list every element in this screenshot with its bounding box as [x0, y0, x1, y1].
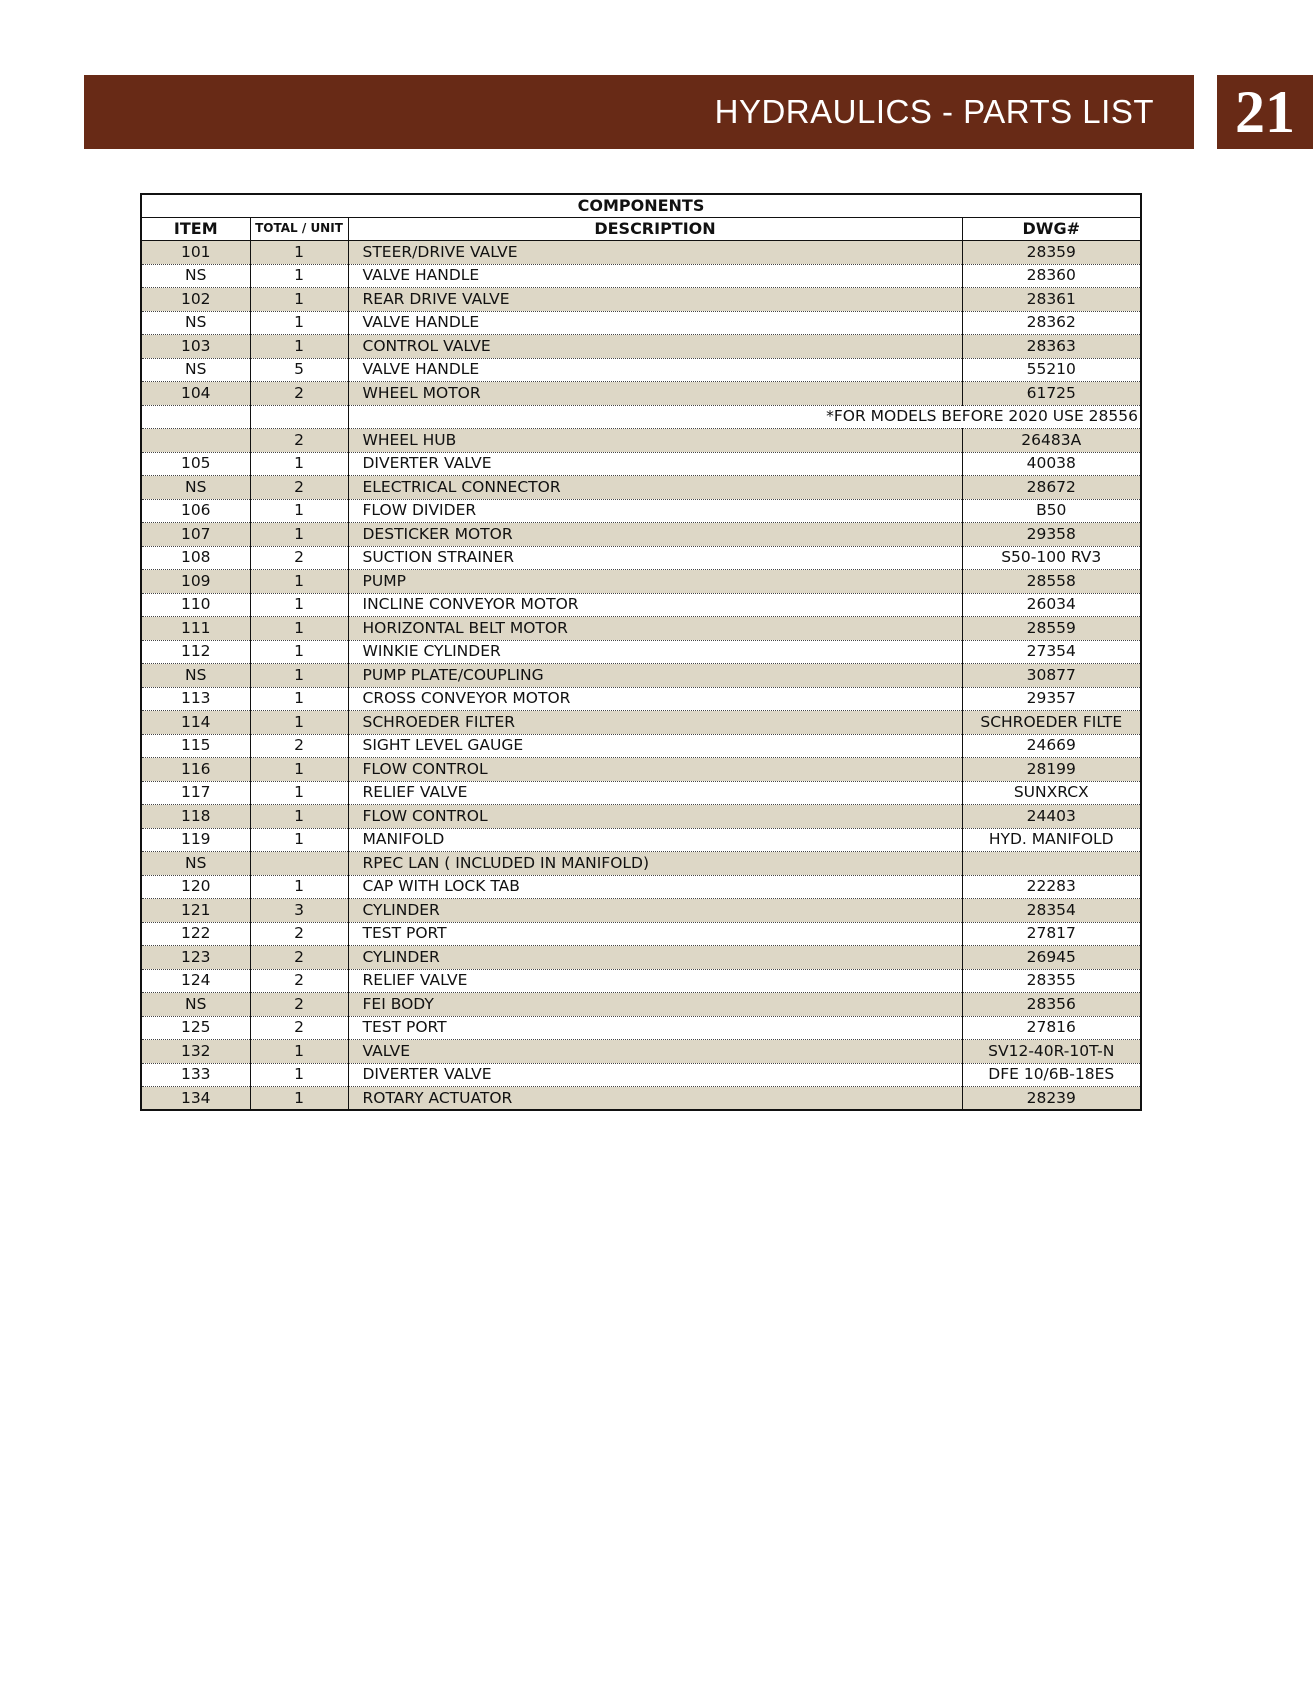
table-row [141, 617, 1141, 641]
table-row [141, 593, 1141, 617]
dwg-cell: 55210 [962, 358, 1141, 382]
item-cell: 110 [141, 593, 250, 617]
total-cell: 1 [250, 617, 348, 641]
total-cell: 1 [250, 1087, 348, 1111]
item-cell: 133 [141, 1063, 250, 1087]
description-cell: VALVE HANDLE [348, 358, 962, 382]
item-cell: 134 [141, 1087, 250, 1111]
table-row [141, 311, 1141, 335]
description-cell: CROSS CONVEYOR MOTOR [348, 687, 962, 711]
total-cell: 1 [250, 687, 348, 711]
item-cell: 123 [141, 946, 250, 970]
table-row [141, 288, 1141, 312]
description-cell: SUCTION STRAINER [348, 546, 962, 570]
note-cell: *FOR MODELS BEFORE 2020 USE 28556 [348, 405, 1141, 429]
item-cell: NS [141, 476, 250, 500]
table-row [141, 687, 1141, 711]
table-row [141, 922, 1141, 946]
table-row [141, 358, 1141, 382]
item-cell: 111 [141, 617, 250, 641]
table-row [141, 899, 1141, 923]
dwg-cell: 27354 [962, 640, 1141, 664]
dwg-cell: 30877 [962, 664, 1141, 688]
column-header-description: DESCRIPTION [348, 217, 962, 241]
description-cell: FLOW DIVIDER [348, 499, 962, 523]
description-cell: CYLINDER [348, 946, 962, 970]
item-cell: 117 [141, 781, 250, 805]
total-cell: 2 [250, 476, 348, 500]
item-cell: NS [141, 664, 250, 688]
page-title: HYDRAULICS - PARTS LIST [714, 93, 1154, 130]
total-cell: 1 [250, 499, 348, 523]
dwg-cell: 26945 [962, 946, 1141, 970]
dwg-cell: DFE 10/6B-18ES [962, 1063, 1141, 1087]
item-cell: 104 [141, 382, 250, 406]
description-cell: INCLINE CONVEYOR MOTOR [348, 593, 962, 617]
description-cell: SCHROEDER FILTER [348, 711, 962, 735]
description-cell: ELECTRICAL CONNECTOR [348, 476, 962, 500]
dwg-cell: 24669 [962, 734, 1141, 758]
dwg-cell: 26034 [962, 593, 1141, 617]
total-cell: 3 [250, 899, 348, 923]
item-cell: 112 [141, 640, 250, 664]
table-row [141, 640, 1141, 664]
total-cell: 1 [250, 781, 348, 805]
item-cell: 122 [141, 922, 250, 946]
dwg-cell: 26483A [962, 429, 1141, 453]
dwg-cell: 28239 [962, 1087, 1141, 1111]
item-cell: 108 [141, 546, 250, 570]
item-cell: 102 [141, 288, 250, 312]
table-row [141, 711, 1141, 735]
total-cell: 1 [250, 828, 348, 852]
dwg-cell: 28359 [962, 241, 1141, 265]
item-cell: NS [141, 993, 250, 1017]
total-cell: 1 [250, 241, 348, 265]
dwg-cell: 27816 [962, 1016, 1141, 1040]
dwg-cell: 28363 [962, 335, 1141, 359]
table-row [141, 476, 1141, 500]
table-row [141, 852, 1141, 876]
item-cell: 109 [141, 570, 250, 594]
description-cell: DESTICKER MOTOR [348, 523, 962, 547]
total-cell: 1 [250, 640, 348, 664]
dwg-cell: B50 [962, 499, 1141, 523]
dwg-cell: 28558 [962, 570, 1141, 594]
description-cell: HORIZONTAL BELT MOTOR [348, 617, 962, 641]
description-cell: VALVE [348, 1040, 962, 1064]
total-cell: 2 [250, 922, 348, 946]
description-cell: CYLINDER [348, 899, 962, 923]
description-cell: ROTARY ACTUATOR [348, 1087, 962, 1111]
dwg-cell: 28362 [962, 311, 1141, 335]
description-cell: CONTROL VALVE [348, 335, 962, 359]
total-cell: 1 [250, 264, 348, 288]
total-cell: 2 [250, 734, 348, 758]
table-row [141, 241, 1141, 265]
total-cell: 1 [250, 711, 348, 735]
table-row [141, 875, 1141, 899]
item-cell: 124 [141, 969, 250, 993]
table-row [141, 570, 1141, 594]
description-cell: CAP WITH LOCK TAB [348, 875, 962, 899]
table-row [141, 969, 1141, 993]
table-row [141, 382, 1141, 406]
header-bar [84, 75, 1194, 149]
dwg-cell: 28672 [962, 476, 1141, 500]
total-cell: 1 [250, 570, 348, 594]
total-cell [250, 405, 348, 429]
description-cell: FEI BODY [348, 993, 962, 1017]
dwg-cell: 24403 [962, 805, 1141, 829]
dwg-cell: SV12-40R-10T-N [962, 1040, 1141, 1064]
table-row [141, 828, 1141, 852]
table-row [141, 452, 1141, 476]
total-cell [250, 852, 348, 876]
parts-table [140, 193, 1142, 1111]
dwg-cell: 28199 [962, 758, 1141, 782]
description-cell: TEST PORT [348, 1016, 962, 1040]
item-cell: 125 [141, 1016, 250, 1040]
table-row [141, 946, 1141, 970]
total-cell: 1 [250, 758, 348, 782]
description-cell: DIVERTER VALVE [348, 452, 962, 476]
dwg-cell: HYD. MANIFOLD [962, 828, 1141, 852]
item-cell: 115 [141, 734, 250, 758]
table-title: COMPONENTS [141, 194, 1141, 217]
item-cell: NS [141, 311, 250, 335]
total-cell: 1 [250, 1040, 348, 1064]
dwg-cell: SUNXRCX [962, 781, 1141, 805]
total-cell: 2 [250, 993, 348, 1017]
table-row [141, 1087, 1141, 1111]
item-cell: 132 [141, 1040, 250, 1064]
table-row [141, 264, 1141, 288]
dwg-cell: 22283 [962, 875, 1141, 899]
item-cell: 119 [141, 828, 250, 852]
description-cell: VALVE HANDLE [348, 311, 962, 335]
total-cell: 1 [250, 452, 348, 476]
total-cell: 2 [250, 429, 348, 453]
item-cell: NS [141, 264, 250, 288]
total-cell: 2 [250, 946, 348, 970]
item-cell: 118 [141, 805, 250, 829]
total-cell: 2 [250, 546, 348, 570]
table-row [141, 1016, 1141, 1040]
description-cell: DIVERTER VALVE [348, 1063, 962, 1087]
dwg-cell: 28361 [962, 288, 1141, 312]
dwg-cell: 29357 [962, 687, 1141, 711]
table-note-row [141, 405, 1141, 429]
table-row [141, 499, 1141, 523]
item-cell: 114 [141, 711, 250, 735]
total-cell: 1 [250, 664, 348, 688]
table-row [141, 993, 1141, 1017]
item-cell: 121 [141, 899, 250, 923]
table-row [141, 1063, 1141, 1087]
description-cell: WHEEL MOTOR [348, 382, 962, 406]
column-header-dwg: DWG# [962, 217, 1141, 241]
total-cell: 1 [250, 288, 348, 312]
item-cell: NS [141, 852, 250, 876]
total-cell: 1 [250, 523, 348, 547]
dwg-cell: 28355 [962, 969, 1141, 993]
table-row [141, 523, 1141, 547]
total-cell: 1 [250, 335, 348, 359]
table-row [141, 664, 1141, 688]
total-cell: 5 [250, 358, 348, 382]
total-cell: 1 [250, 311, 348, 335]
description-cell: RPEC LAN ( INCLUDED IN MANIFOLD) [348, 852, 962, 876]
table-row [141, 335, 1141, 359]
description-cell: STEER/DRIVE VALVE [348, 241, 962, 265]
item-cell [141, 405, 250, 429]
table-row [141, 805, 1141, 829]
item-cell [141, 429, 250, 453]
table-row [141, 546, 1141, 570]
item-cell: 116 [141, 758, 250, 782]
description-cell: VALVE HANDLE [348, 264, 962, 288]
dwg-cell: SCHROEDER FILTE [962, 711, 1141, 735]
item-cell: 120 [141, 875, 250, 899]
dwg-cell: S50-100 RV3 [962, 546, 1141, 570]
dwg-cell: 28354 [962, 899, 1141, 923]
table-row [141, 1040, 1141, 1064]
description-cell: PUMP [348, 570, 962, 594]
item-cell: 107 [141, 523, 250, 547]
description-cell: PUMP PLATE/COUPLING [348, 664, 962, 688]
column-header-item: ITEM [141, 217, 250, 241]
page-number: 21 [1235, 79, 1295, 145]
item-cell: 106 [141, 499, 250, 523]
dwg-cell: 28360 [962, 264, 1141, 288]
item-cell: 113 [141, 687, 250, 711]
dwg-cell: 40038 [962, 452, 1141, 476]
description-cell: WHEEL HUB [348, 429, 962, 453]
description-cell: RELIEF VALVE [348, 781, 962, 805]
dwg-cell: 27817 [962, 922, 1141, 946]
item-cell: 101 [141, 241, 250, 265]
item-cell: 103 [141, 335, 250, 359]
description-cell: SIGHT LEVEL GAUGE [348, 734, 962, 758]
table-row [141, 781, 1141, 805]
total-cell: 2 [250, 382, 348, 406]
dwg-cell: 28356 [962, 993, 1141, 1017]
page-number-box [1217, 75, 1313, 149]
table-row [141, 734, 1141, 758]
item-cell: NS [141, 358, 250, 382]
table-row [141, 429, 1141, 453]
total-cell: 1 [250, 875, 348, 899]
dwg-cell: 61725 [962, 382, 1141, 406]
total-cell: 1 [250, 1063, 348, 1087]
description-cell: REAR DRIVE VALVE [348, 288, 962, 312]
description-cell: WINKIE CYLINDER [348, 640, 962, 664]
item-cell: 105 [141, 452, 250, 476]
description-cell: FLOW CONTROL [348, 758, 962, 782]
description-cell: MANIFOLD [348, 828, 962, 852]
column-header-total: TOTAL / UNIT [250, 217, 348, 241]
dwg-cell [962, 852, 1141, 876]
table-body [141, 241, 1141, 1111]
description-cell: RELIEF VALVE [348, 969, 962, 993]
table-row [141, 758, 1141, 782]
total-cell: 1 [250, 593, 348, 617]
description-cell: FLOW CONTROL [348, 805, 962, 829]
dwg-cell: 29358 [962, 523, 1141, 547]
total-cell: 2 [250, 1016, 348, 1040]
total-cell: 1 [250, 805, 348, 829]
dwg-cell: 28559 [962, 617, 1141, 641]
description-cell: TEST PORT [348, 922, 962, 946]
total-cell: 2 [250, 969, 348, 993]
